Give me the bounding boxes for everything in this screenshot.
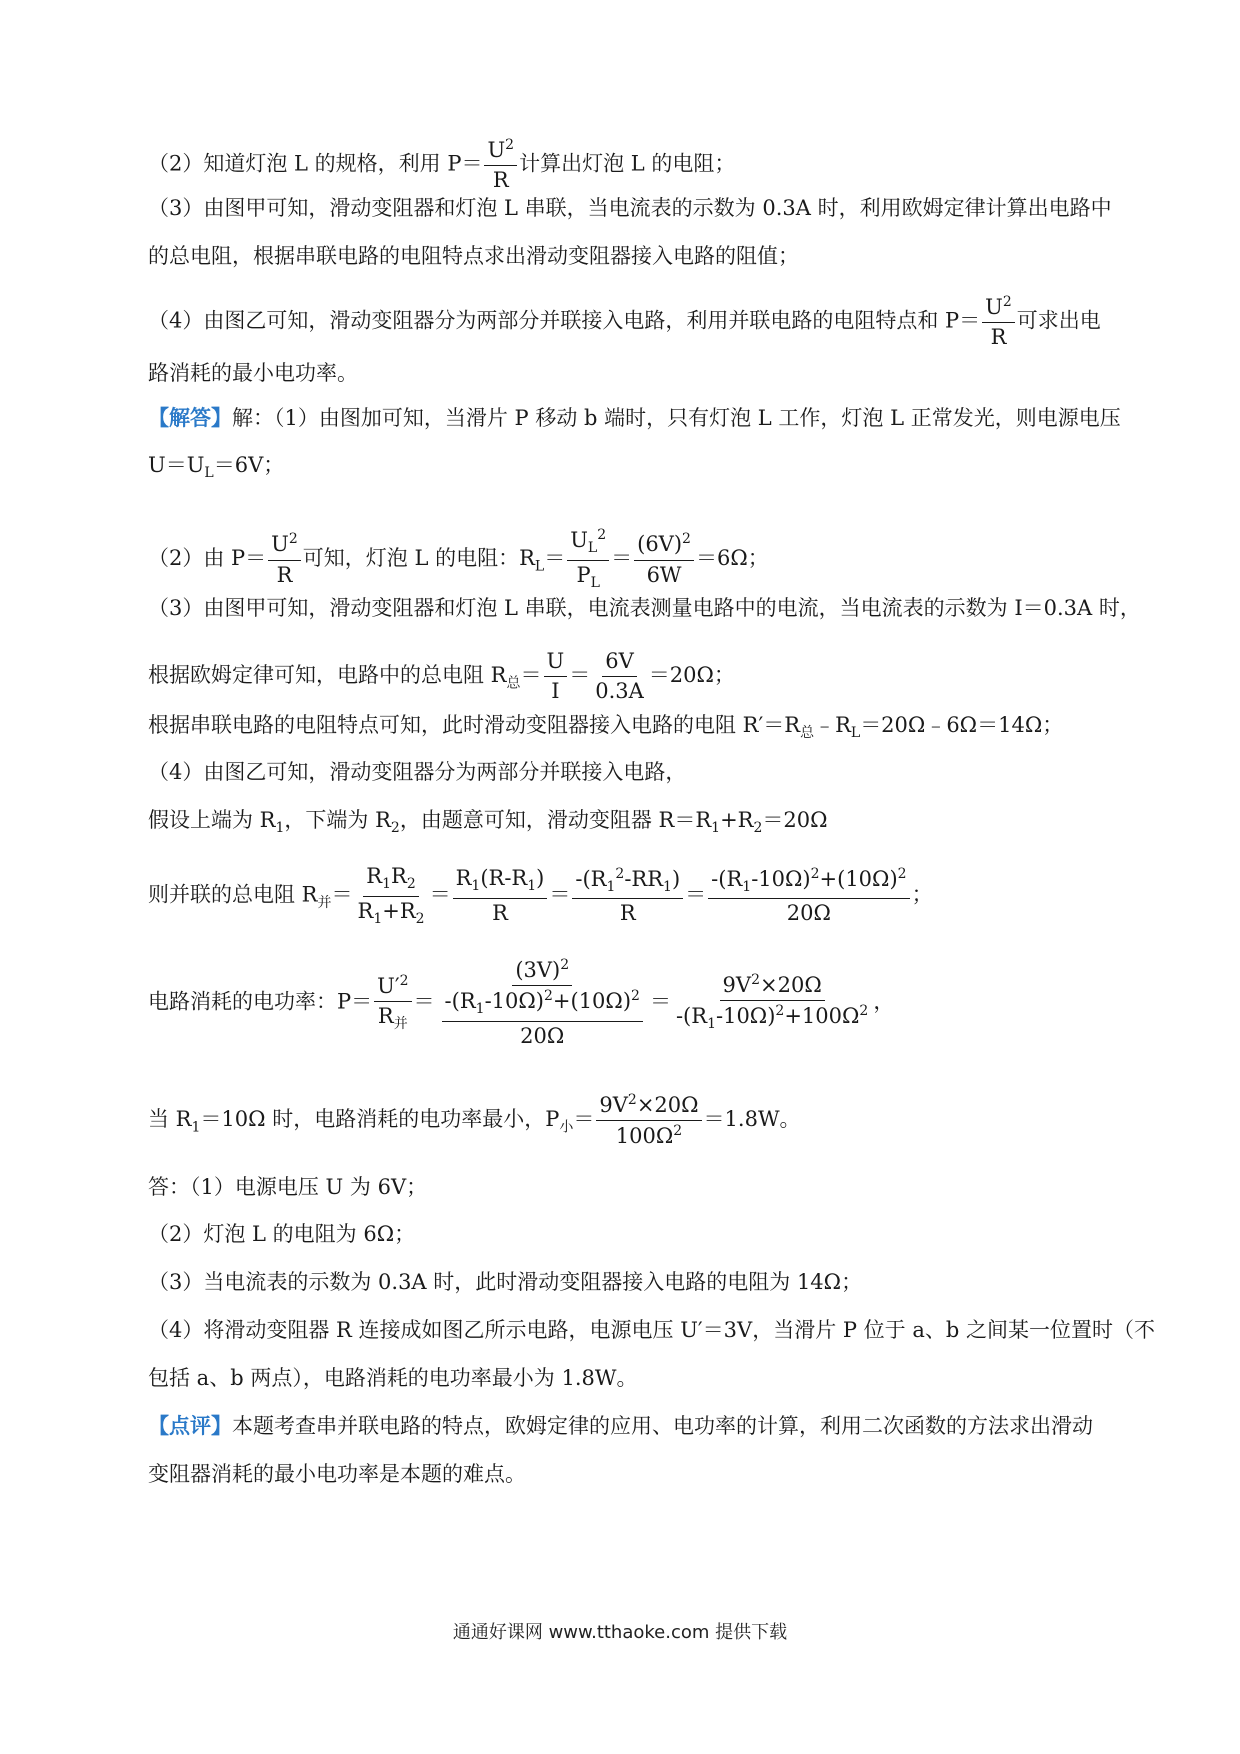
text-line-10: 根据欧姆定律可知，电路中的总电阻 $R_总=$ $\frac{U}{I}$ ＝ $\frac{6V}{0.3A}$ ＝20Ω；	[148, 649, 735, 704]
text-line-21: 包括 a、b 两点），电路消耗的电功率最小为 1.8W。	[148, 1366, 638, 1390]
text-line-16: 当 $R_1=10\Omega$ 时，电路消耗的电功率最小，$P_小=$ $\frac{9V^2\times 20\Omega}{100\Omega^2}$ ＝1.8W。	[148, 1092, 801, 1149]
text-line-12: （4）由图乙可知，滑动变阻器分为两部分并联接入电路，	[148, 760, 687, 784]
text-line-9: （3）由图甲可知，滑动变阻器和灯泡 L 串联，电流表测量电路中的电流，当电流表的示数为 I＝0.3A 时，	[148, 596, 1141, 620]
text-line-17: 答：（1）电源电压 U 为 6V；	[148, 1175, 428, 1199]
text-line-5: 路消耗的最小电功率。	[148, 361, 358, 385]
text-line-13: 假设上端为 $R_1$，下端为 $R_2$，由题意可知，滑动变阻器 $R=R_1+R_2=20\Omega$	[148, 808, 828, 837]
text-line-23: 变阻器消耗的最小电功率是本题的难点。	[148, 1462, 526, 1486]
text-line-18: （2）灯泡 L 的电阻为 6Ω；	[148, 1222, 416, 1246]
footer-text[interactable]: 通通好课网 www.tthaoke.com 提供下载	[452, 1622, 788, 1643]
text-line-20: （4）将滑动变阻器 R 连接成如图乙所示电路，电源电压 U′＝3V，当滑片 P 位于 a、b 之间某一位置时（不	[148, 1318, 1155, 1342]
text-line-15: 电路消耗的电功率：P＝ $\frac{U'^2}{R_并}$ ＝ $\frac{(3V)^2}{\frac{-(R_1-10\Omega)^2+(10\Omega)^2}{20\Omega}}$ ＝ $\frac{9V^2\times 20\Omega}{-(R_1-10\Omega)^2+100\Omega^2}$ ，	[148, 957, 895, 1048]
text-line-11: 根据串联电路的电阻特点可知，此时滑动变阻器接入电路的电阻 $R'=R_总﹣R_L=20\Omega﹣6\Omega=14\Omega$；	[148, 713, 1064, 742]
text-line-14: 则并联的总电阻 $R_并=$ $\frac{R_1R_2}{R_1+R_2}$ ＝ $\frac{R_1(R-R_1)}{R}$ ＝ $\frac{-(R_1^2-RR_1)}{R}$ ＝ $\frac{-(R_1-10\Omega)^2+(10\Omega)^2}{20\Omega}$ ；	[148, 864, 933, 927]
text-line-4: （4）由图乙可知，滑动变阻器分为两部分并联接入电路，利用并联电路的电阻特点和 P＝ $\frac{U^2}{R}$ 可求出电	[148, 294, 1101, 350]
text-line-7: $U=U_L=6V$；	[148, 453, 285, 482]
text-line-6: 【解答】解：（1）由图加可知，当滑片 P 移动 b 端时，只有灯泡 L 工作，灯泡 L 正常发光，则电源电压	[148, 406, 1121, 430]
text-line-8: （2）由 P＝ $\frac{U^2}{R}$ 可知，灯泡 L 的电阻：$R_L=$ $\frac{U_L^2}{P_L}$ ＝ $\frac{(6V)^2}{6W}$ ＝6Ω；	[148, 527, 769, 591]
text-line-19: （3）当电流表的示数为 0.3A 时，此时滑动变阻器接入电路的电阻为 14Ω；	[148, 1270, 863, 1294]
text-line-2: （3）由图甲可知，滑动变阻器和灯泡 L 串联，当电流表的示数为 0.3A 时，利用欧姆定律计算出电路中	[148, 196, 1112, 220]
text-line-1: （2）知道灯泡 L 的规格，利用 P＝ $\frac{U^2}{R}$ 计算出灯泡 L 的电阻；	[148, 137, 736, 193]
text-line-3: 的总电阻，根据串联电路的电阻特点求出滑动变阻器接入电路的阻值；	[148, 244, 799, 268]
text-line-22: 【点评】本题考查串并联电路的特点，欧姆定律的应用、电功率的计算，利用二次函数的方法求出滑动	[148, 1414, 1093, 1438]
